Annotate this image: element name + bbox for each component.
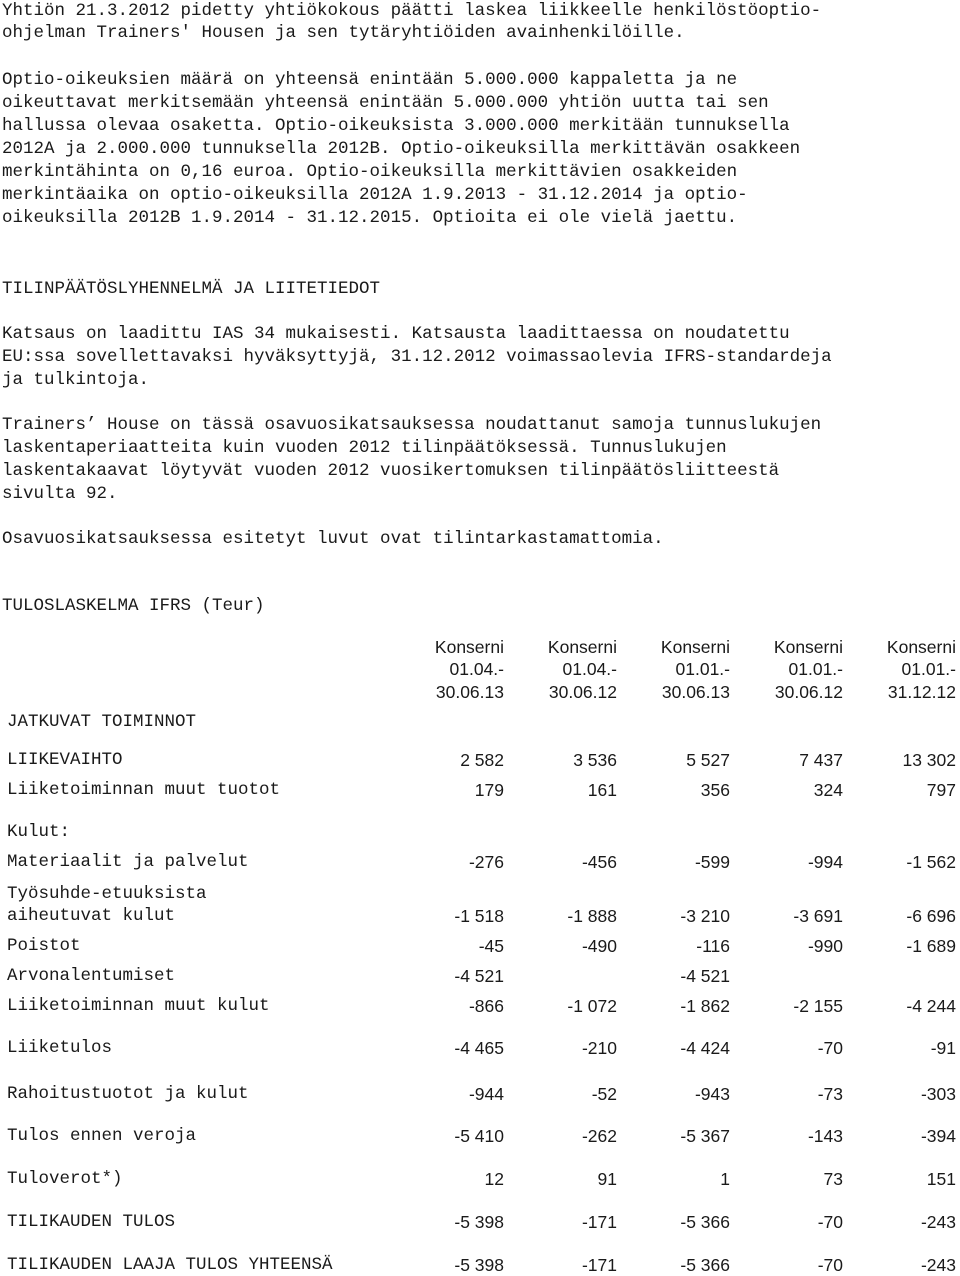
row-value: -52 [591,1084,617,1104]
row-value: 13 302 [902,750,956,770]
row-value: -1 888 [567,906,617,926]
row-value: -943 [694,1084,730,1104]
row-value: -4 521 [454,966,504,986]
row-label: Materiaalit ja palvelut [7,852,249,872]
section-heading: TILINPÄÄTÖSLYHENNELMÄ JA LIITETIEDOT [2,279,381,299]
row-value: 12 [484,1169,504,1189]
row-value: 7 437 [799,750,843,770]
row-label: TILIKAUDEN LAAJA TULOS YHTEENSÄ [7,1255,333,1275]
row-value: -5 410 [454,1126,504,1146]
intro-line: ohjelman Trainers' Housen ja sen tytäryhtiöiden avainhenkilöille. [2,23,685,43]
summary-line: ja tulkintoja. [2,370,150,390]
row-value: 3 536 [573,750,617,770]
column-header: Konserni [773,637,843,657]
section-label: JATKUVAT TOIMINNOT [7,712,197,732]
row-label: Tuloverot*) [7,1169,123,1189]
row-value: -990 [807,936,843,956]
row-value: 91 [597,1169,617,1189]
column-header: 01.04.- [562,659,617,679]
row-value: -4 424 [680,1038,730,1058]
row-value: -210 [581,1038,617,1058]
row-value: -6 696 [906,906,956,926]
column-header: Konserni [434,637,504,657]
row-value: -5 367 [680,1126,730,1146]
column-header: 30.06.13 [661,682,730,702]
row-label: Liiketoiminnan muut tuotot [7,780,281,800]
row-value: -994 [807,852,843,872]
row-value: -866 [468,996,504,1016]
row-value: 356 [700,780,730,800]
row-value: -1 518 [454,906,504,926]
row-value: -5 398 [454,1212,504,1232]
row-value: -394 [920,1126,956,1146]
row-value: 161 [587,780,617,800]
intro-line: merkintäaika on optio-oikeuksilla 2012A 1.9.2013 - 31.12.2014 ja optio- [2,185,748,205]
row-value: -70 [817,1255,843,1275]
intro-line: Optio-oikeuksien määrä on yhteensä enintään 5.000.000 kappaletta ja ne [2,70,738,90]
intro-line: 2012A ja 2.000.000 tunnuksella 2012B. Optio-oikeuksilla merkittävän osakkeen [2,139,801,159]
row-value: -5 366 [680,1212,730,1232]
row-value: -944 [468,1084,504,1104]
row-value: -490 [581,936,617,956]
column-header: 30.06.12 [548,682,617,702]
row-label: LIIKEVAIHTO [7,750,123,770]
column-header: 01.01.- [788,659,843,679]
row-value: -4 244 [906,996,956,1016]
summary-line: EU:ssa sovellettavaksi hyväksyttyjä, 31.12.2012 voimassaolevia IFRS-standardeja [2,347,832,367]
summary-line: laskentaperiaatteita kuin vuoden 2012 tilinpäätöksessä. Tunnuslukujen [2,438,727,458]
row-label: Tulos ennen veroja [7,1126,197,1146]
row-value: -91 [930,1038,956,1058]
intro-line: oikeuksilla 2012B 1.9.2014 - 31.12.2015. Optioita ei ole vielä jaettu. [2,208,738,228]
row-value: -5 398 [454,1255,504,1275]
row-value: -262 [581,1126,617,1146]
row-label: Kulut: [7,822,71,842]
column-header: 01.01.- [675,659,730,679]
row-value: 5 527 [686,750,730,770]
row-label: aiheutuvat kulut [7,906,176,926]
intro-line: oikeuttavat merkitsemään yhteensä enintään 5.000.000 yhtiön uutta tai sen [2,93,769,113]
row-label: Rahoitustuotot ja kulut [7,1084,249,1104]
row-label: Poistot [7,936,81,956]
summary-line: Trainers’ House on tässä osavuosikatsauksessa noudattanut samoja tunnuslukujen [2,415,822,435]
row-value: -303 [920,1084,956,1104]
row-value: -1 562 [906,852,956,872]
row-value: -5 366 [680,1255,730,1275]
column-header: 31.12.12 [887,682,956,702]
column-header: Konserni [660,637,730,657]
intro-line: Yhtiön 21.3.2012 pidetty yhtiökokous päätti laskea liikkeelle henkilöstöoptio- [2,1,822,21]
row-value: -171 [581,1212,617,1232]
row-value: 324 [813,780,843,800]
row-value: -171 [581,1255,617,1275]
row-value: -599 [694,852,730,872]
row-label: Liiketoiminnan muut kulut [7,996,270,1016]
row-value: 151 [926,1169,956,1189]
column-header: 01.04.- [449,659,504,679]
row-value: -243 [920,1255,956,1275]
column-header: 30.06.12 [774,682,843,702]
income-statement-title: TULOSLASKELMA IFRS (Teur) [2,596,265,616]
row-value: -73 [817,1084,843,1104]
row-value: -3 210 [680,906,730,926]
column-header: 01.01.- [901,659,956,679]
row-value: -3 691 [793,906,843,926]
row-value: -4 521 [680,966,730,986]
row-value: 2 582 [460,750,504,770]
row-label: Arvonalentumiset [7,966,176,986]
row-value: 1 [720,1169,730,1189]
row-value: -1 862 [680,996,730,1016]
intro-line: merkintähinta on 0,16 euroa. Optio-oikeuksilla merkittävien osakkeiden [2,162,738,182]
intro-line: hallussa olevaa osaketta. Optio-oikeuksista 3.000.000 merkitään tunnuksella [2,116,790,136]
row-value: -4 465 [454,1038,504,1058]
summary-line: Katsaus on laadittu IAS 34 mukaisesti. Katsausta laadittaessa on noudatettu [2,324,790,344]
column-header: Konserni [886,637,956,657]
row-value: -143 [807,1126,843,1146]
row-value: -276 [468,852,504,872]
row-value: -70 [817,1038,843,1058]
row-value: -45 [478,936,504,956]
summary-line: laskentakaavat löytyvät vuoden 2012 vuosikertomuksen tilinpäätösliitteestä [2,461,780,481]
row-value: -1 689 [906,936,956,956]
column-header: Konserni [547,637,617,657]
row-value: -70 [817,1212,843,1232]
row-value: -243 [920,1212,956,1232]
row-value: 797 [926,780,956,800]
row-value: -116 [696,936,730,956]
summary-line: Osavuosikatsauksessa esitetyt luvut ovat tilintarkastamattomia. [2,529,664,549]
row-value: -1 072 [567,996,617,1016]
row-label: TILIKAUDEN TULOS [7,1212,176,1232]
row-value: -456 [581,852,617,872]
row-label: Työsuhde-etuuksista [7,884,207,904]
row-label: Liiketulos [7,1038,113,1058]
row-value: 179 [474,780,504,800]
column-header: 30.06.13 [435,682,504,702]
row-value: -2 155 [793,996,843,1016]
summary-line: sivulta 92. [2,484,118,504]
row-value: 73 [823,1169,843,1189]
